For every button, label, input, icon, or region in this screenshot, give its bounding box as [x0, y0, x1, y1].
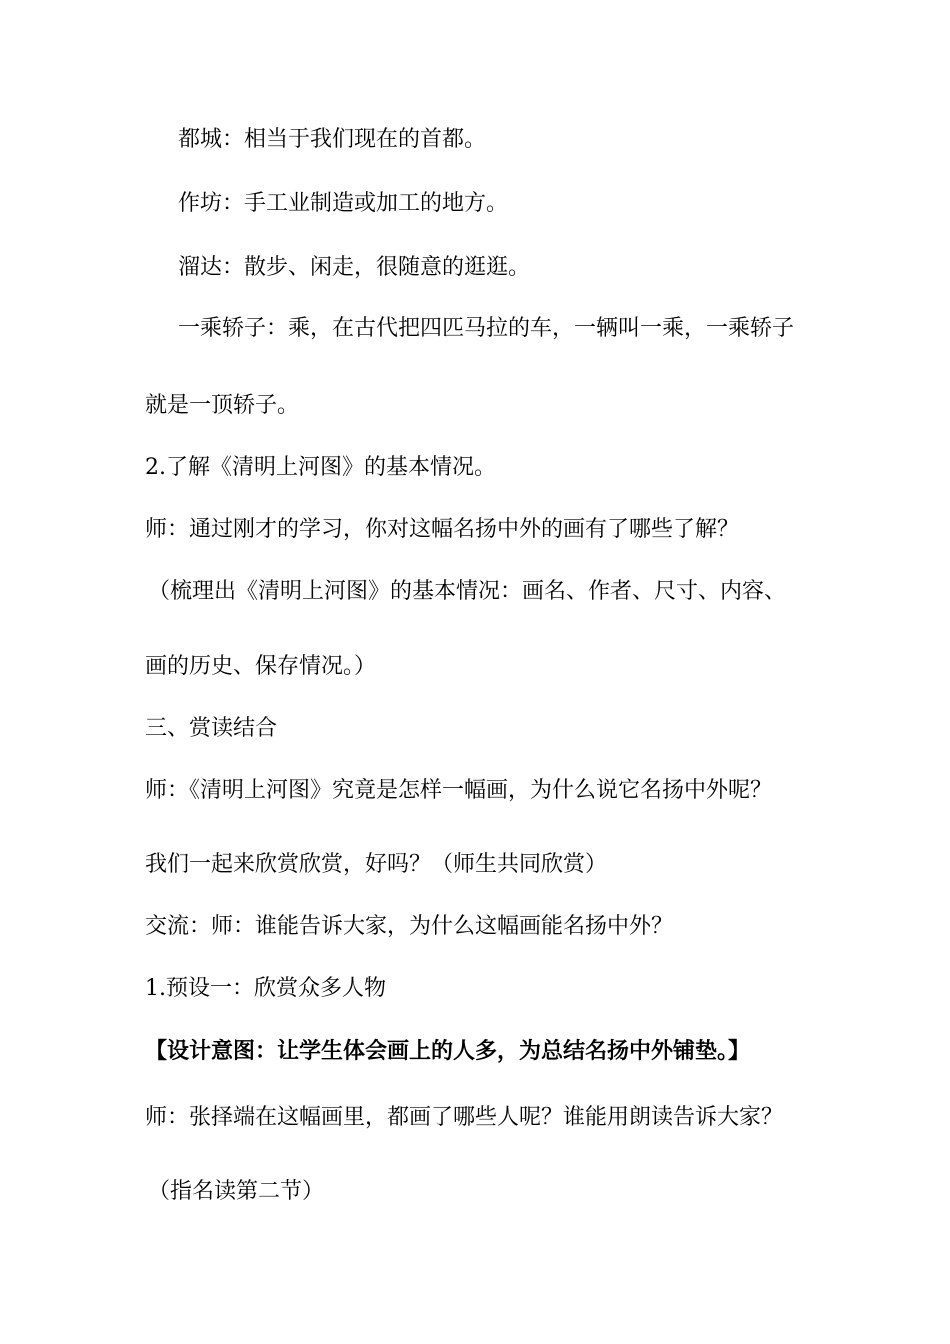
appreciation-invite: 我们一起来欣赏欣赏，好吗？（师生共同欣赏） [145, 852, 608, 877]
definition-ducheng: 都城：相当于我们现在的首都。 [178, 127, 487, 152]
teacher-question-3: 师：张择端在这幅画里，都画了哪些人呢？谁能用朗读告诉大家？ [145, 1105, 784, 1130]
teacher-question: 师：通过刚才的学习，你对这幅名扬中外的画有了哪些了解？ [145, 517, 740, 542]
definition-continuation: 就是一顶轿子。 [145, 393, 300, 418]
section-item-2-heading: 2.了解《清明上河图》的基本情况。 [145, 455, 496, 480]
definition-yisheng-jiaozi: 一乘轿子：乘，在古代把四匹马拉的车，一辆叫一乘，一乘轿子 [178, 316, 795, 341]
teacher-question-2: 师：《清明上河图》究竟是怎样一幅画，为什么说它名扬中外呢？ [145, 778, 773, 803]
reading-instruction: （指名读第二节） [148, 1179, 325, 1204]
summary-note-continuation: 画的历史、保存情况。） [145, 654, 377, 679]
definition-liuda: 溜达：散步、闲走，很随意的逛逛。 [178, 255, 531, 280]
design-intent-note: 【设计意图：让学生体会画上的人多，为总结名扬中外铺垫。】 [145, 1038, 751, 1064]
definition-zuofang: 作坊：手工业制造或加工的地方。 [178, 191, 509, 216]
preset-one-heading: 1.预设一：欣赏众多人物 [145, 976, 386, 1001]
section-heading-3: 三、赏读结合 [145, 716, 278, 741]
summary-note: （梳理出《清明上河图》的基本情况：画名、作者、尺寸、内容、 [148, 579, 787, 604]
discussion-prompt: 交流：师：谁能告诉大家，为什么这幅画能名扬中外？ [145, 914, 674, 939]
